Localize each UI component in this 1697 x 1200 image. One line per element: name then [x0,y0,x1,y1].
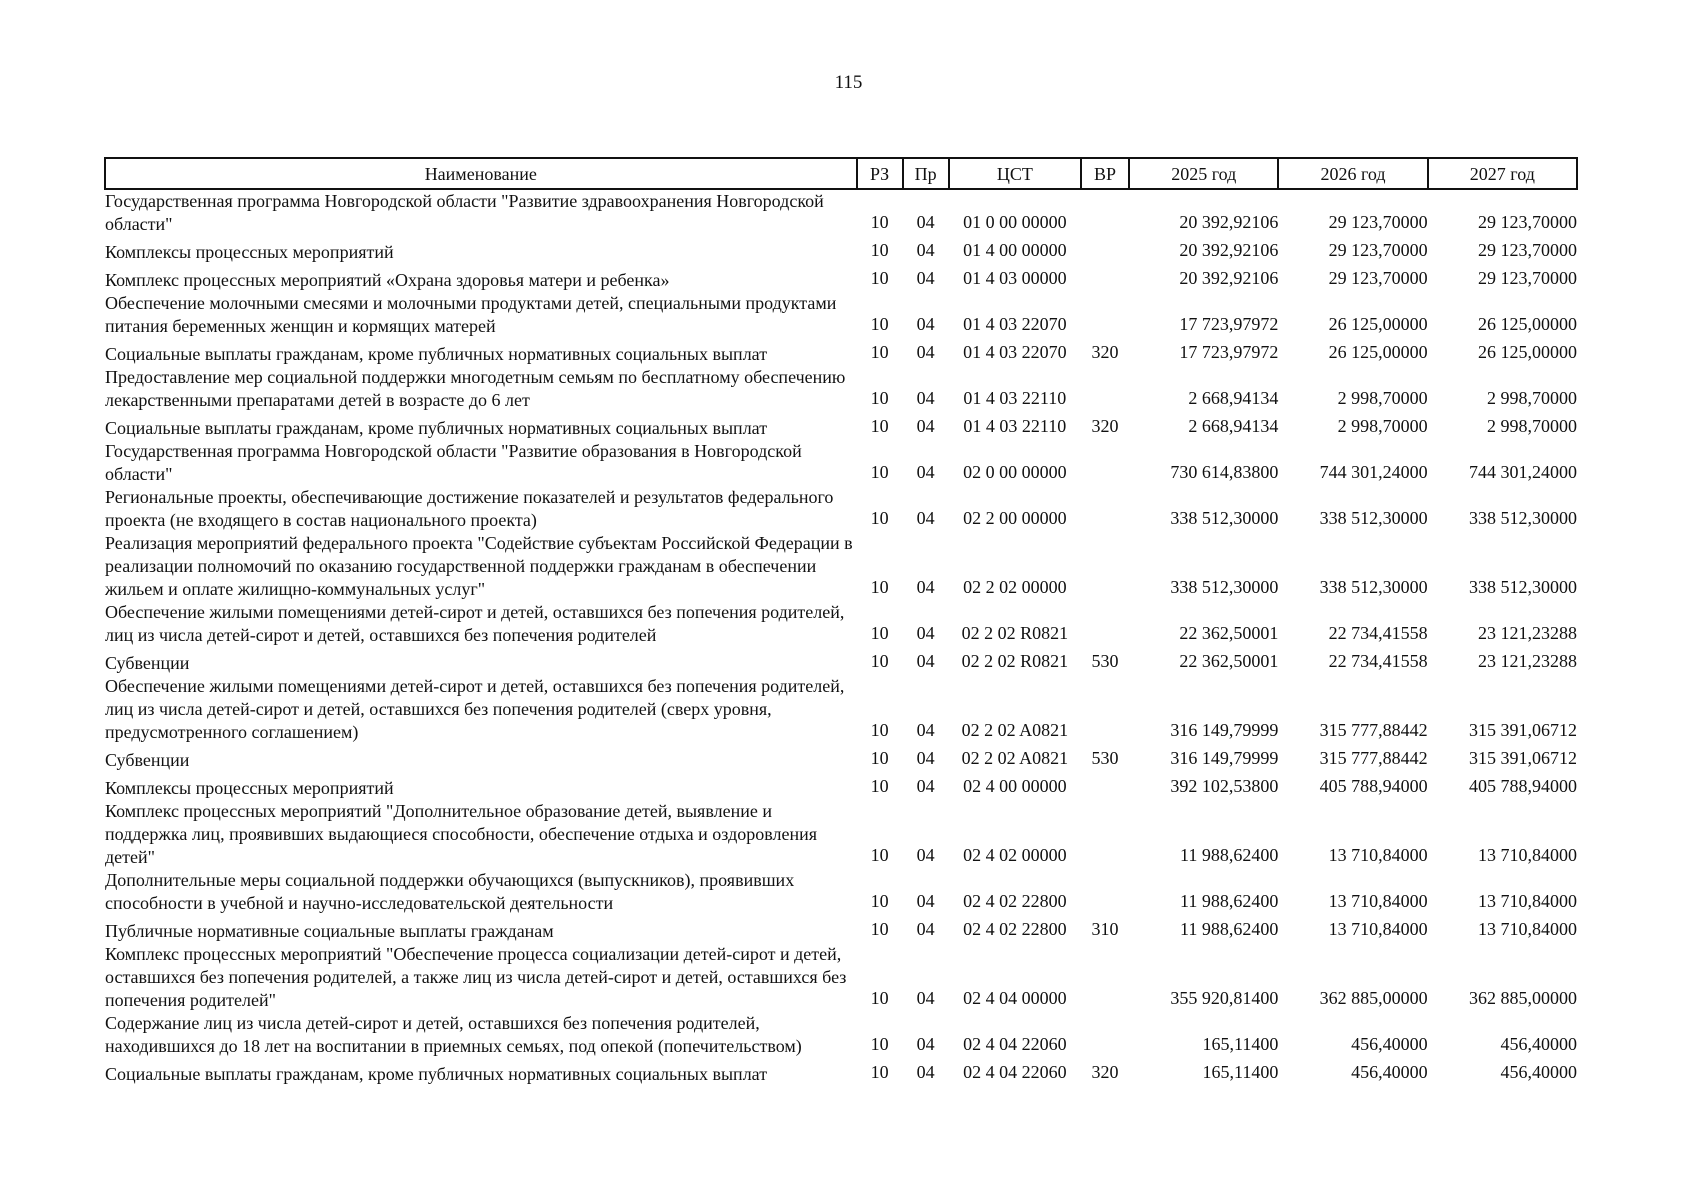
table-body [105,189,1577,1086]
table-row [105,772,1577,800]
row-name-cell: Комплексы процессных мероприятий [105,778,394,798]
row-pr-cell: 04 [916,720,935,740]
row-rz-cell: 10 [870,845,889,865]
table-row [105,264,1577,292]
row-vr-cell [1081,1012,1129,1058]
row-2025-cell: 316 149,79999 [1170,748,1279,768]
table-row [105,744,1577,772]
table-row [105,440,1577,486]
row-2025-cell: 20 392,92106 [1179,240,1279,260]
row-pr-cell: 04 [916,416,935,436]
row-name-cell: Субвенции [105,750,190,770]
row-2027-cell: 362 885,00000 [1469,988,1577,1008]
row-vr-cell [1081,772,1129,800]
row-name-cell: Государственная программа Новгородской области "Развитие здравоохранения Новгородской области" [105,191,824,234]
row-rz-cell: 10 [870,748,889,768]
row-name-cell: Комплекс процессных мероприятий "Дополнительное образование детей, выявление и поддержка лиц, проявивших выдающиеся способности, обеспечение отдыха и оздоровления детей" [105,801,818,867]
row-2027-cell: 29 123,70000 [1478,212,1577,232]
row-pr-cell: 04 [916,508,935,528]
row-pr-cell: 04 [916,388,935,408]
row-2025-cell: 22 362,50001 [1179,623,1279,643]
row-2027-cell: 29 123,70000 [1478,268,1577,288]
row-pr-cell: 04 [916,342,935,362]
row-cst-cell: 02 4 04 22060 [963,1062,1067,1082]
row-rz-cell: 10 [870,988,889,1008]
row-2026-cell: 13 710,84000 [1328,845,1428,865]
row-rz-cell: 10 [870,891,889,911]
row-pr-cell: 04 [916,891,935,911]
row-2025-cell: 316 149,79999 [1170,720,1279,740]
row-pr-cell: 04 [916,212,935,232]
row-2026-cell: 29 123,70000 [1328,268,1428,288]
row-2025-cell: 20 392,92106 [1179,268,1279,288]
row-2027-cell: 13 710,84000 [1478,845,1577,865]
row-pr-cell: 04 [916,988,935,1008]
row-cst-cell: 01 4 03 00000 [963,268,1067,288]
row-vr-cell [1081,675,1129,744]
row-2025-cell: 2 668,94134 [1188,416,1279,436]
table-row [105,532,1577,601]
row-2026-cell: 456,40000 [1351,1034,1428,1054]
row-2025-cell: 355 920,81400 [1170,988,1279,1008]
row-vr-cell [1081,869,1129,915]
table-row [105,675,1577,744]
row-rz-cell: 10 [870,720,889,740]
row-2026-cell: 26 125,00000 [1328,342,1428,362]
table-row [105,236,1577,264]
row-vr-cell [1081,440,1129,486]
column-header-rz: РЗ [857,158,903,189]
row-rz-cell: 10 [870,268,889,288]
row-cst-cell: 02 4 04 22060 [963,1034,1067,1054]
row-2025-cell: 17 723,97972 [1179,314,1279,334]
row-vr-cell: 320 [1091,1062,1119,1082]
table-row [105,915,1577,943]
row-2025-cell: 11 988,62400 [1180,891,1279,911]
row-pr-cell: 04 [916,1034,935,1054]
table-header [105,158,1577,189]
column-header-cst: ЦСТ [949,158,1081,189]
row-name-cell: Обеспечение жилыми помещениями детей-сирот и детей, оставшихся без попечения родителей, лиц из числа детей-сирот и детей, оставшихся без попечения родителей (сверх уровня, предусмотренного соглашением) [105,676,845,742]
row-rz-cell: 10 [870,212,889,232]
row-2026-cell: 2 998,70000 [1337,416,1428,436]
row-2026-cell: 456,40000 [1351,1062,1428,1082]
row-2025-cell: 392 102,53800 [1170,776,1279,796]
row-pr-cell: 04 [916,462,935,482]
row-name-cell: Предоставление мер социальной поддержки многодетным семьям по бесплатному обеспечению лекарственными препаратами детей в возрасте до 6 лет [105,367,846,410]
row-2027-cell: 13 710,84000 [1478,891,1577,911]
row-vr-cell [1081,601,1129,647]
row-cst-cell: 01 4 00 00000 [963,240,1067,260]
row-2025-cell: 11 988,62400 [1180,919,1279,939]
row-name-cell: Социальные выплаты гражданам, кроме публичных нормативных социальных выплат [105,1064,768,1084]
page-number: 115 [834,72,863,93]
row-vr-cell: 310 [1091,919,1119,939]
row-rz-cell: 10 [870,342,889,362]
row-vr-cell: 320 [1091,416,1119,436]
table-row [105,338,1577,366]
row-2027-cell: 456,40000 [1500,1062,1577,1082]
column-header-2027: 2027 год [1428,158,1577,189]
row-cst-cell: 02 4 00 00000 [963,776,1067,796]
row-rz-cell: 10 [870,1034,889,1054]
row-2027-cell: 405 788,94000 [1469,776,1577,796]
table-row [105,869,1577,915]
row-2026-cell: 2 998,70000 [1337,388,1428,408]
row-pr-cell: 04 [916,268,935,288]
row-name-cell: Комплекс процессных мероприятий «Охрана здоровья матери и ребенка» [105,270,670,290]
row-rz-cell: 10 [870,919,889,939]
row-cst-cell: 02 4 02 22800 [963,891,1067,911]
row-rz-cell: 10 [870,240,889,260]
table-row [105,292,1577,338]
row-pr-cell: 04 [916,651,935,671]
row-2027-cell: 13 710,84000 [1478,919,1577,939]
row-pr-cell: 04 [916,776,935,796]
row-vr-cell [1081,236,1129,264]
row-rz-cell: 10 [870,776,889,796]
row-vr-cell [1081,366,1129,412]
row-vr-cell [1081,800,1129,869]
column-header-pr: Пр [903,158,949,189]
row-name-cell: Комплексы процессных мероприятий [105,242,394,262]
row-2025-cell: 22 362,50001 [1179,651,1279,671]
row-rz-cell: 10 [870,416,889,436]
row-cst-cell: 02 2 02 A0821 [961,720,1069,740]
row-cst-cell: 02 2 02 R0821 [961,623,1069,643]
table-row [105,366,1577,412]
row-name-cell: Субвенции [105,653,190,673]
table-row [105,486,1577,532]
row-name-cell: Публичные нормативные социальные выплаты гражданам [105,921,554,941]
row-pr-cell: 04 [916,623,935,643]
row-2027-cell: 315 391,06712 [1469,720,1577,740]
row-2026-cell: 362 885,00000 [1319,988,1428,1008]
row-2027-cell: 2 998,70000 [1487,416,1577,436]
row-2027-cell: 23 121,23288 [1478,651,1577,671]
row-2026-cell: 338 512,30000 [1319,577,1428,597]
row-2026-cell: 315 777,88442 [1319,720,1428,740]
row-cst-cell: 01 4 03 22110 [963,388,1067,408]
row-2027-cell: 338 512,30000 [1469,577,1577,597]
row-name-cell: Дополнительные меры социальной поддержки обучающихся (выпускников), проявивших способности в учебной и научно-исследовательской деятельности [105,870,795,913]
row-cst-cell: 02 2 02 R0821 [961,651,1069,671]
row-2026-cell: 29 123,70000 [1328,240,1428,260]
row-2025-cell: 730 614,83800 [1170,462,1279,482]
row-2026-cell: 13 710,84000 [1328,919,1428,939]
row-pr-cell: 04 [916,845,935,865]
table-row [105,943,1577,1012]
row-pr-cell: 04 [916,748,935,768]
budget-table [104,157,1578,1086]
row-rz-cell: 10 [870,577,889,597]
row-rz-cell: 10 [870,388,889,408]
row-2026-cell: 744 301,24000 [1319,462,1428,482]
row-2027-cell: 456,40000 [1500,1034,1577,1054]
row-2025-cell: 2 668,94134 [1188,388,1279,408]
row-cst-cell: 01 4 03 22070 [963,342,1067,362]
row-name-cell: Комплекс процессных мероприятий "Обеспечение процесса социализации детей-сирот и детей, оставшихся без попечения родителей, а также лиц из числа детей-сирот и детей, оставшихся без попечения родителей" [105,944,847,1010]
row-rz-cell: 10 [870,508,889,528]
row-2025-cell: 338 512,30000 [1170,508,1279,528]
row-vr-cell [1081,264,1129,292]
row-cst-cell: 01 4 03 22070 [963,314,1067,334]
row-2026-cell: 22 734,41558 [1328,623,1428,643]
row-2025-cell: 17 723,97972 [1179,342,1279,362]
column-header-2025: 2025 год [1129,158,1278,189]
row-vr-cell: 530 [1091,748,1119,768]
table-row [105,1058,1577,1086]
row-rz-cell: 10 [870,314,889,334]
row-cst-cell: 02 2 02 A0821 [961,748,1069,768]
row-cst-cell: 02 0 00 00000 [963,462,1067,482]
row-vr-cell [1081,189,1129,236]
row-2027-cell: 338 512,30000 [1469,508,1577,528]
row-2025-cell: 338 512,30000 [1170,577,1279,597]
row-vr-cell [1081,292,1129,338]
row-2027-cell: 29 123,70000 [1478,240,1577,260]
row-name-cell: Социальные выплаты гражданам, кроме публичных нормативных социальных выплат [105,418,768,438]
row-2027-cell: 26 125,00000 [1478,342,1577,362]
row-name-cell: Социальные выплаты гражданам, кроме публичных нормативных социальных выплат [105,344,768,364]
row-rz-cell: 10 [870,1062,889,1082]
row-rz-cell: 10 [870,462,889,482]
row-2025-cell: 165,11400 [1202,1034,1279,1054]
table-row [105,800,1577,869]
row-pr-cell: 04 [916,919,935,939]
table-row [105,601,1577,647]
row-name-cell: Региональные проекты, обеспечивающие достижение показателей и результатов федерального проекта (не входящего в состав национального проекта) [105,487,834,530]
row-cst-cell: 02 4 04 00000 [963,988,1067,1008]
row-cst-cell: 02 4 02 00000 [963,845,1067,865]
row-2027-cell: 26 125,00000 [1478,314,1577,334]
row-cst-cell: 02 4 02 22800 [963,919,1067,939]
row-2025-cell: 20 392,92106 [1179,212,1279,232]
table-row [105,647,1577,675]
row-2025-cell: 11 988,62400 [1180,845,1279,865]
row-cst-cell: 02 2 02 00000 [963,577,1067,597]
row-vr-cell [1081,943,1129,1012]
row-name-cell: Обеспечение молочными смесями и молочными продуктами детей, специальными продуктами питания беременных женщин и кормящих матерей [105,293,837,336]
row-vr-cell: 320 [1091,342,1119,362]
row-2026-cell: 13 710,84000 [1328,891,1428,911]
row-vr-cell [1081,532,1129,601]
row-2027-cell: 2 998,70000 [1487,388,1577,408]
row-2026-cell: 405 788,94000 [1319,776,1428,796]
row-2026-cell: 26 125,00000 [1328,314,1428,334]
row-cst-cell: 01 4 03 22110 [963,416,1067,436]
row-2026-cell: 338 512,30000 [1319,508,1428,528]
row-pr-cell: 04 [916,240,935,260]
row-pr-cell: 04 [916,1062,935,1082]
row-name-cell: Реализация мероприятий федерального проекта "Содействие субъектам Российской Федерации в реализации полномочий по оказанию государственной поддержки гражданам в обеспечении жильем и оплате жилищно-коммунальных услуг" [105,533,853,599]
row-cst-cell: 02 2 00 00000 [963,508,1067,528]
table-row [105,189,1577,236]
row-pr-cell: 04 [916,577,935,597]
row-pr-cell: 04 [916,314,935,334]
row-2027-cell: 23 121,23288 [1478,623,1577,643]
row-rz-cell: 10 [870,623,889,643]
row-2026-cell: 315 777,88442 [1319,748,1428,768]
row-2027-cell: 315 391,06712 [1469,748,1577,768]
row-2025-cell: 165,11400 [1202,1062,1279,1082]
row-rz-cell: 10 [870,651,889,671]
row-2026-cell: 29 123,70000 [1328,212,1428,232]
table-row [105,412,1577,440]
column-header-name: Наименование [105,158,857,189]
row-name-cell: Государственная программа Новгородской области "Развитие образования в Новгородской области" [105,441,802,484]
row-2027-cell: 744 301,24000 [1469,462,1577,482]
row-name-cell: Обеспечение жилыми помещениями детей-сирот и детей, оставшихся без попечения родителей, лиц из числа детей-сирот и детей, оставшихся без попечения родителей [105,602,845,645]
column-header-vr: ВР [1081,158,1129,189]
row-vr-cell [1081,486,1129,532]
row-cst-cell: 01 0 00 00000 [963,212,1067,232]
row-name-cell: Содержание лиц из числа детей-сирот и детей, оставшихся без попечения родителей, находившихся до 18 лет на воспитании в приемных семьях, под опекой (попечительством) [105,1013,802,1056]
table-row [105,1012,1577,1058]
row-vr-cell: 530 [1091,651,1119,671]
column-header-2026: 2026 год [1278,158,1427,189]
row-2026-cell: 22 734,41558 [1328,651,1428,671]
